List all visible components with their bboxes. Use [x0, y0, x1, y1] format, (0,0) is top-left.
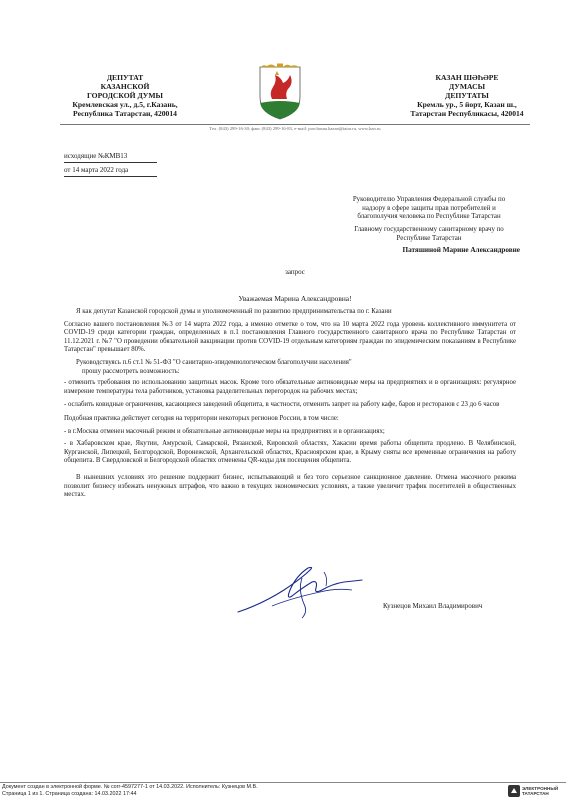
signatory-name: Кузнецов Михаил Владимирович: [383, 602, 483, 610]
body-paragraph: Согласно вашего постановления №3 от 14 марта 2022 года, а именно отметке о том, что на 10 марта 2022 года уровень коллективного иммунитета от COVID-19 среди категории граждан, определенных в п.1 постановления Главного государственного санитарного врача по Республике Татарстан от 11.12.2021 г. №7 "О проведении обязательной вакцинации против COVID-19 отдельным категориям граждан по эпидемическим показаниям в Республике Татарстан" превышает 80%.: [64, 320, 516, 354]
addressee-name: Патяшиной Марине Александровне: [402, 246, 520, 254]
addressee-line: Республике Татарстан: [396, 234, 462, 242]
body-paragraph: - ослабить ковидные ограничения, касающиеся заведений общепита, в частности, отменить запрет на работу кафе, баров и ресторанов с 23 до 6 часов: [64, 401, 500, 409]
addressee-line: Главному государственному санитарному врачу по: [354, 226, 504, 233]
header-right-line: Кремль ур., 5 йорт, Казан ш.,: [417, 100, 517, 109]
body-paragraph: - в Хабаровском крае, Якутии, Амурской, Самарской, Рязанской, Кировской областях, Хакасии время работы общепита продлено. В Челябинской, Курганской, Липецкой, Белгородской, Воронежской, Архангельской областях, Красноярском крае, в Крыму сняты все временные ограничения на работу общепита. В Свердловской и Белгородской областях отменены QR-коды для посещения общепита.: [64, 440, 516, 465]
addressee-block-1: [338, 196, 520, 222]
document-type: запрос: [285, 268, 305, 276]
header-divider: [60, 124, 530, 125]
header-left-line: Кремлевская ул., д.5, г.Казань,: [72, 100, 178, 109]
logo-text: [522, 786, 560, 796]
footer-line: Документ создан в электронной форме. № corr-4597277-1 от 14.03.2022. Исполнитель: Кузнецов М.В.: [2, 784, 258, 790]
body-paragraph: Подобная практика действует сегодня на территории некоторых регионов России, в том числе:: [64, 414, 339, 422]
reference-underline: [64, 162, 157, 163]
outgoing-number: исходящие №КМВ13: [64, 152, 128, 160]
body-paragraph: Я как депутат Казанской городской думы и уполномоченный по развитию предпринимательства по г. Казани: [76, 308, 392, 315]
header-left-line: Республика Татарстан, 420014: [73, 109, 177, 118]
handwritten-signature: [232, 560, 372, 620]
letter-body: [64, 308, 516, 500]
addressee-line: благополучия человека по Республике Татарстан: [357, 213, 501, 221]
electronic-tatarstan-logo: [508, 784, 560, 798]
header-right-block: [392, 73, 542, 118]
header-right-line: ДУМАСЫ: [448, 82, 486, 91]
logo-text-line: ЭЛЕКТРОННЫЙ: [522, 786, 559, 791]
header-left-line: ДЕПУТАТ: [106, 73, 144, 82]
body-paragraph: - в г.Москва отменен масочный режим и обязательные антиковидные меры на предприятиях и в организациях;: [64, 427, 385, 435]
addressee-block-2: [338, 226, 520, 243]
body-paragraph: В нынешних условиях это решение поддержит бизнес, испытывающий и без того серьезное санкционное давление. Отмена масочного режима позволит бизнесу избежать ненужных штрафов, что важно в текущих экономических условиях, а также увеличит трафик посетителей в общественных местах.: [64, 473, 516, 499]
addressee-line: Руководителю Управления Федеральной службы по: [352, 196, 506, 203]
addressee-line: надзору в сфере защиты прав потребителей и: [362, 204, 496, 212]
salutation: Уважаемая Марина Александровна!: [238, 294, 352, 303]
header-right-line: Татарстан Республикасы, 420014: [410, 109, 524, 118]
header-left-line: ГОРОДСКОЙ ДУМЫ: [87, 91, 163, 100]
footer-line: Страница 1 из 1. Страница создана: 14.03.2022 17:44: [2, 791, 137, 797]
footer-divider: [0, 782, 566, 783]
kazan-coat-of-arms-icon: [255, 63, 305, 121]
header-right-line: КАЗАН ШӘҺӘРЕ: [435, 73, 499, 82]
body-paragraph: Руководствуясь п.6 ст.1 № 51-ФЗ "О санитарно-эпидемиологическом благополучии населения": [76, 358, 352, 366]
contact-line: Тел. (843) 299-16-30; факс (843) 299-16-83, e-mail: porchasna.kazan@tatar.ru, www.kzn.ru: [209, 126, 381, 131]
header-left-line: КАЗАНСКОЙ: [100, 82, 150, 91]
header-left-block: [60, 73, 190, 118]
header-right-line: ДЕПУТАТЫ: [445, 91, 489, 100]
logo-text-line: ТАТАРСТАН: [522, 791, 549, 797]
body-paragraph: прошу рассмотреть возможность:: [82, 367, 180, 375]
reference-underline: [64, 176, 157, 177]
outgoing-date: от 14 марта 2022 года: [64, 166, 129, 174]
body-paragraph: - отменить требования по использованию защитных масок. Кроме того обязательные антиковидные меры на предприятиях и в организациях: регулярное измерение температуры тела работников, установка разделительных перегородок на рабочих местах;: [64, 379, 516, 395]
logo-mark-icon: [508, 785, 520, 797]
